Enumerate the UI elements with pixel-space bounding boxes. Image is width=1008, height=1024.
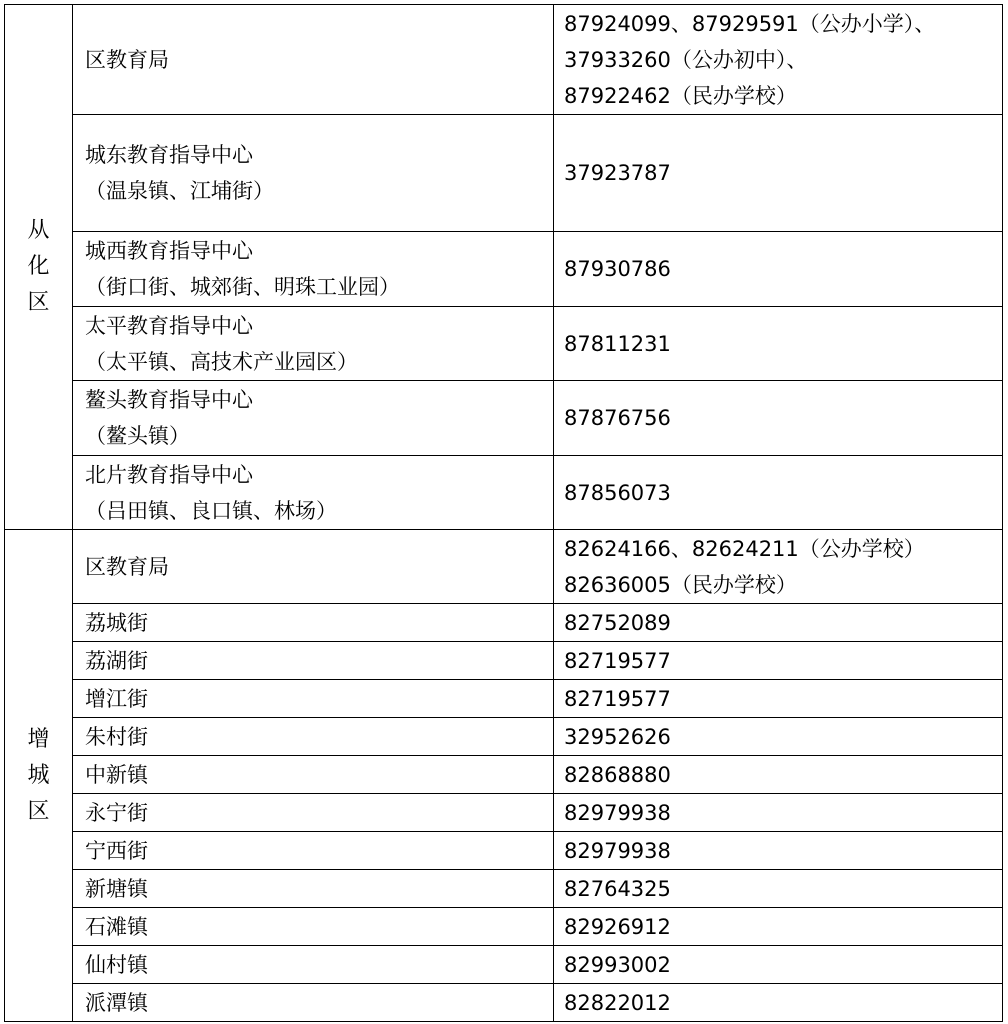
phone-cell bbox=[554, 870, 1003, 908]
phone-number: 82719577 bbox=[564, 648, 671, 673]
phone-cell bbox=[554, 756, 1003, 794]
table-row bbox=[5, 946, 1003, 984]
org-coverage: （鳌头镇） bbox=[85, 424, 190, 448]
district-cell bbox=[5, 5, 73, 530]
table-row bbox=[5, 530, 1003, 604]
org-coverage: （温泉镇、江埔街） bbox=[85, 179, 274, 203]
phone-cell bbox=[554, 530, 1003, 604]
phone-cell bbox=[554, 718, 1003, 756]
phone-cell bbox=[554, 115, 1003, 232]
table-row bbox=[5, 756, 1003, 794]
org-cell bbox=[73, 604, 554, 642]
org-cell bbox=[73, 381, 554, 456]
phone-number: 82822012 bbox=[564, 990, 671, 1015]
org-name: 荔城街 bbox=[85, 610, 148, 635]
table-row bbox=[5, 232, 1003, 307]
district-char: 从 bbox=[27, 218, 50, 243]
phone-number: 87922462（民办学校） bbox=[564, 83, 797, 108]
org-name: 荔湖街 bbox=[85, 648, 148, 673]
org-name: 区教育局 bbox=[85, 47, 169, 72]
phone-number: 87811231 bbox=[564, 331, 671, 356]
phone-cell bbox=[554, 642, 1003, 680]
org-name: 增江街 bbox=[85, 686, 148, 711]
district-char: 化 bbox=[27, 254, 50, 279]
org-cell bbox=[73, 718, 554, 756]
phone-number: 82926912 bbox=[564, 914, 671, 939]
district-char: 城 bbox=[27, 762, 50, 788]
phone-number: 37933260（公办初中）、 bbox=[564, 47, 808, 72]
org-name: 鳌头教育指导中心 bbox=[85, 388, 253, 412]
org-name: 派潭镇 bbox=[85, 990, 148, 1015]
org-name: 北片教育指导中心 bbox=[85, 462, 253, 487]
table-row bbox=[5, 680, 1003, 718]
org-cell bbox=[73, 908, 554, 946]
phone-cell bbox=[554, 794, 1003, 832]
org-cell bbox=[73, 456, 554, 530]
phone-number: 87876756 bbox=[564, 406, 671, 430]
phone-cell bbox=[554, 232, 1003, 307]
district-cell bbox=[5, 530, 73, 1022]
phone-number: 82719577 bbox=[564, 686, 671, 711]
org-coverage: （街口街、城郊街、明珠工业园） bbox=[85, 275, 400, 299]
org-cell bbox=[73, 232, 554, 307]
org-name: 中新镇 bbox=[85, 762, 148, 787]
table-row bbox=[5, 832, 1003, 870]
org-cell bbox=[73, 984, 554, 1022]
org-name: 朱村街 bbox=[85, 724, 148, 749]
org-cell bbox=[73, 946, 554, 984]
org-name: 仙村镇 bbox=[85, 952, 148, 977]
phone-number: 82624166、82624211（公办学校） bbox=[564, 536, 925, 561]
table-row bbox=[5, 718, 1003, 756]
district-char: 区 bbox=[27, 290, 50, 315]
phone-cell bbox=[554, 5, 1003, 115]
org-cell bbox=[73, 756, 554, 794]
table-row bbox=[5, 381, 1003, 456]
table-row bbox=[5, 307, 1003, 381]
table-row bbox=[5, 456, 1003, 530]
phone-number: 82764325 bbox=[564, 876, 671, 901]
org-name: 新塘镇 bbox=[85, 876, 148, 901]
phone-number: 87856073 bbox=[564, 480, 671, 505]
org-coverage: （吕田镇、良口镇、林场） bbox=[85, 498, 337, 523]
phone-cell bbox=[554, 604, 1003, 642]
org-cell bbox=[73, 642, 554, 680]
org-cell bbox=[73, 870, 554, 908]
phone-cell bbox=[554, 680, 1003, 718]
org-cell bbox=[73, 307, 554, 381]
phone-number: 82979938 bbox=[564, 800, 671, 825]
phone-number: 37923787 bbox=[564, 161, 671, 185]
phone-cell bbox=[554, 946, 1003, 984]
phone-cell bbox=[554, 307, 1003, 381]
phone-number: 82979938 bbox=[564, 838, 671, 863]
phone-cell bbox=[554, 908, 1003, 946]
district-name bbox=[27, 722, 49, 830]
table-row bbox=[5, 5, 1003, 115]
phone-number: 87924099、87929591（公办小学）、 bbox=[564, 11, 936, 36]
phone-number: 32952626 bbox=[564, 724, 671, 749]
district-char: 区 bbox=[27, 798, 50, 824]
phone-number: 82636005（民办学校） bbox=[564, 572, 797, 597]
phone-cell bbox=[554, 456, 1003, 530]
table-row bbox=[5, 604, 1003, 642]
phone-cell bbox=[554, 984, 1003, 1022]
org-coverage: （太平镇、高技术产业园区） bbox=[85, 349, 358, 374]
table-row bbox=[5, 870, 1003, 908]
phone-cell bbox=[554, 832, 1003, 870]
phone-cell bbox=[554, 381, 1003, 456]
org-name: 永宁街 bbox=[85, 800, 148, 825]
phone-number: 82993002 bbox=[564, 952, 671, 977]
org-name: 宁西街 bbox=[85, 838, 148, 863]
org-name: 城东教育指导中心 bbox=[85, 143, 253, 167]
org-cell bbox=[73, 530, 554, 604]
org-cell bbox=[73, 832, 554, 870]
table-row bbox=[5, 908, 1003, 946]
phone-number: 87930786 bbox=[564, 257, 671, 281]
table-row bbox=[5, 984, 1003, 1022]
org-name: 太平教育指导中心 bbox=[85, 313, 253, 338]
org-name: 石滩镇 bbox=[85, 914, 148, 939]
org-cell bbox=[73, 794, 554, 832]
table-row bbox=[5, 794, 1003, 832]
org-cell bbox=[73, 115, 554, 232]
org-cell bbox=[73, 5, 554, 115]
org-name: 区教育局 bbox=[85, 554, 169, 579]
contact-table bbox=[4, 4, 1003, 1022]
district-name bbox=[27, 213, 49, 321]
phone-number: 82752089 bbox=[564, 610, 671, 635]
table-row bbox=[5, 642, 1003, 680]
table-row bbox=[5, 115, 1003, 232]
org-name: 城西教育指导中心 bbox=[85, 239, 253, 263]
org-cell bbox=[73, 680, 554, 718]
phone-number: 82868880 bbox=[564, 762, 671, 787]
district-char: 增 bbox=[27, 726, 50, 752]
